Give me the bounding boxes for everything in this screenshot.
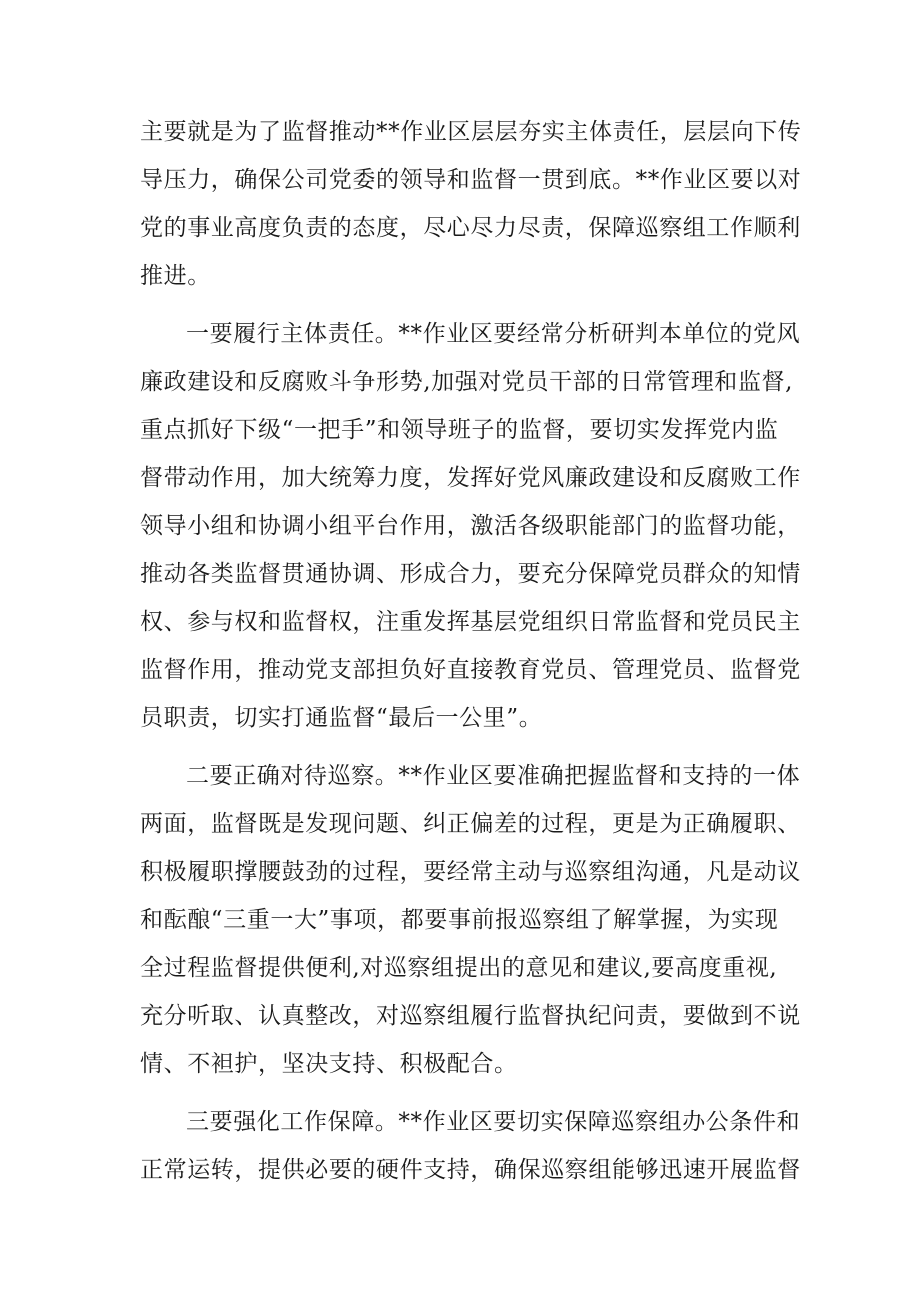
- paragraph-1: [140, 108, 802, 300]
- text-line: 和酝酿“三重一大”事项，都要事前报巡察组了解掌握，为实现: [140, 907, 779, 933]
- text-line: 情、不袒护，坚决支持、积极配合。: [140, 1051, 518, 1077]
- text-line: 两面，监督既是发现问题、纠正偏差的过程，更是为正确履职、: [140, 811, 801, 837]
- text-line: 党的事业高度负责的态度，尽心尽力尽责，保障巡察组工作顺利: [140, 215, 801, 241]
- paragraph-2: [140, 310, 801, 742]
- paragraph-4: [140, 1098, 801, 1194]
- text-line: 督带动作用，加大统筹力度，发挥好党风廉政建设和反腐败工作: [140, 465, 801, 491]
- text-line: 推动各类监督贯通协调、形成合力，要充分保障党员群众的知情: [140, 561, 801, 587]
- text-line: 积极履职撑腰鼓劲的过程，要经常主动与巡察组沟通，凡是动议: [140, 859, 801, 885]
- text-line: 导压力，确保公司党委的领导和监督一贯到底。**作业区要以对: [140, 167, 802, 193]
- text-line: 充分听取、认真整改，对巡察组履行监督执纪问责，要做到不说: [140, 1003, 801, 1029]
- text-line: 正常运转，提供必要的硬件支持，确保巡察组能够迅速开展监督: [140, 1157, 801, 1183]
- text-line: 员职责，切实打通监督“最后一公里”。: [140, 705, 543, 731]
- text-line: 三要强化工作保障。**作业区要切实保障巡察组办公条件和: [186, 1109, 801, 1135]
- text-line: 领导小组和协调小组平台作用，激活各级职能部门的监督功能，: [140, 513, 801, 539]
- text-line: 廉政建设和反腐败斗争形势,加强对党员干部的日常管理和监督,: [140, 369, 794, 395]
- text-line: 权、参与权和监督权，注重发挥基层党组织日常监督和党员民主: [140, 609, 801, 635]
- text-line: 全过程监督提供便利,对巡察组提出的意见和建议,要高度重视,: [140, 955, 778, 981]
- text-line: 重点抓好下级“一把手”和领导班子的监督，要切实发挥党内监: [140, 417, 779, 443]
- text-line: 推进。: [140, 263, 211, 289]
- text-line: 主要就是为了监督推动**作业区层层夯实主体责任，层层向下传: [140, 119, 802, 145]
- text-line: 监督作用，推动党支部担负好直接教育党员、管理党员、监督党: [140, 657, 801, 683]
- text-line: 二要正确对待巡察。**作业区要准确把握监督和支持的一体: [186, 763, 801, 789]
- paragraph-3: [140, 752, 801, 1088]
- text-line: 一要履行主体责任。**作业区要经常分析研判本单位的党风: [186, 321, 801, 347]
